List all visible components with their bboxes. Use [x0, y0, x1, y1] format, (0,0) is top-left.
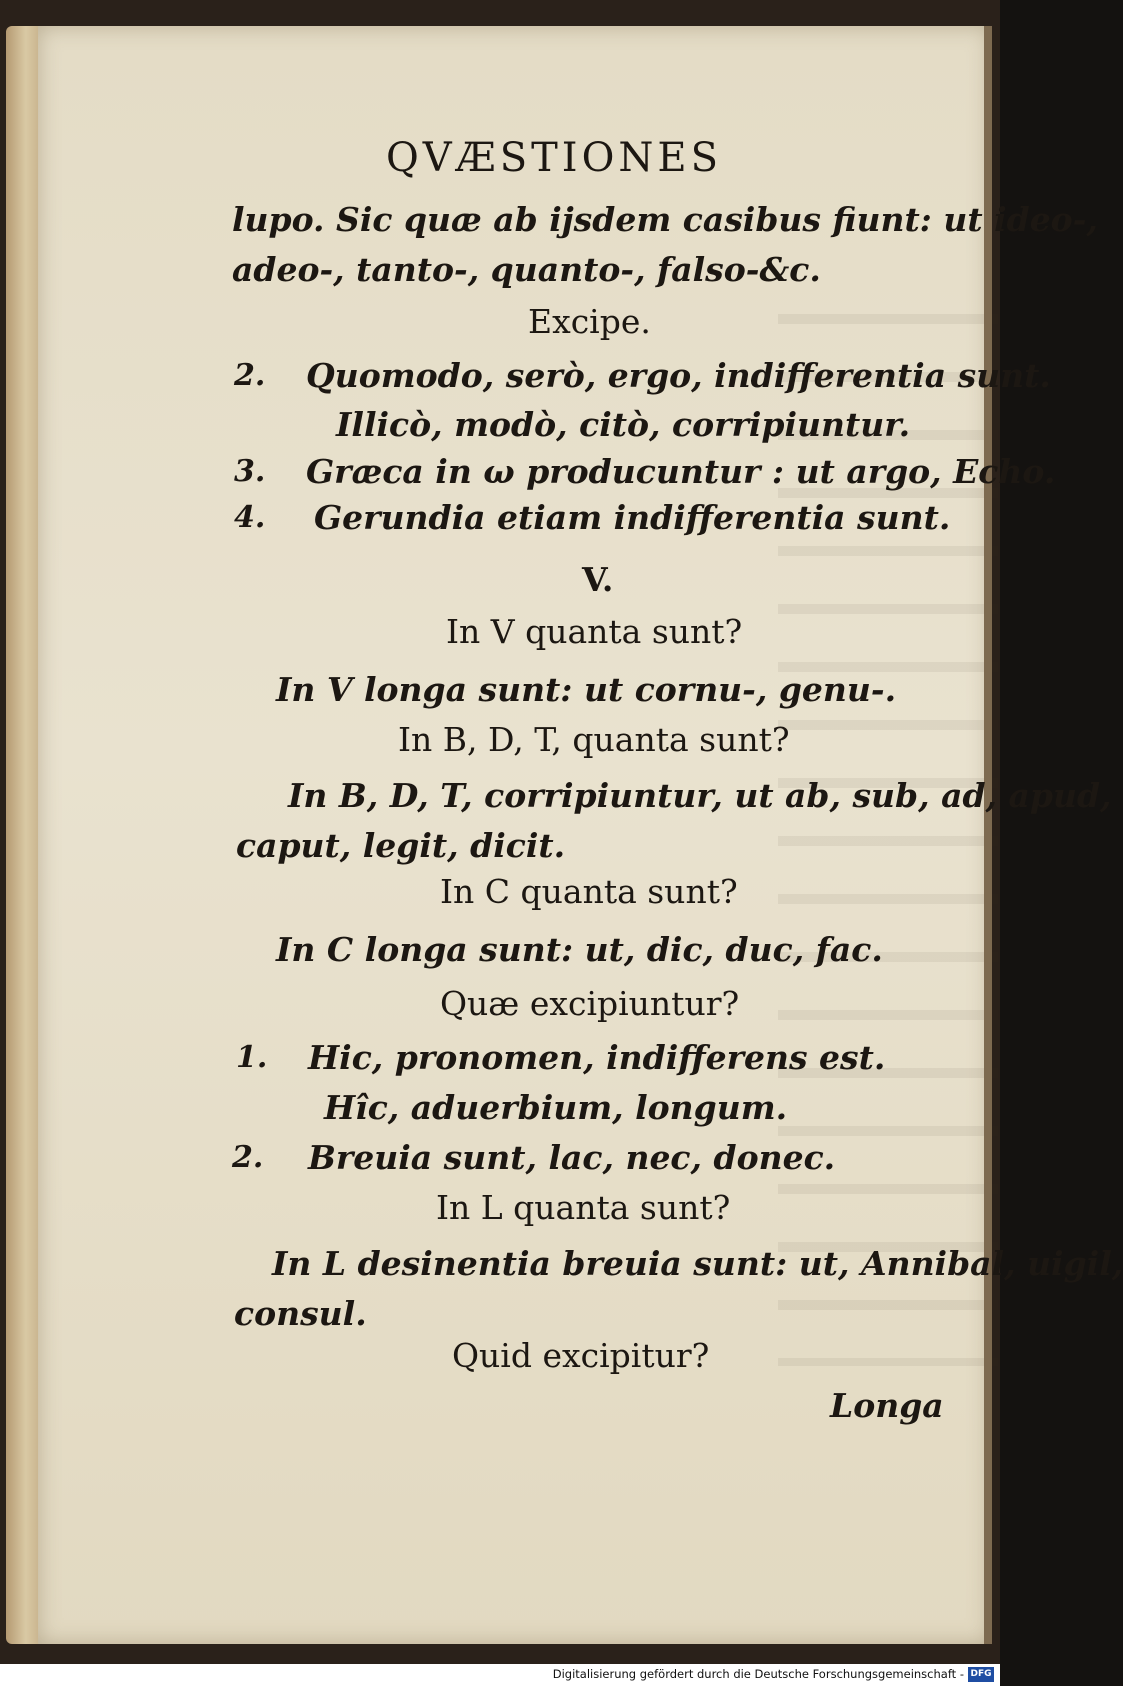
question-line: In C quanta sunt? [440, 872, 738, 911]
text-line: adeo-, tanto-, quanto-, falso-&c. [232, 250, 821, 289]
page-fore-edge [984, 26, 992, 1644]
text-line: Gerundia etiam indifferentia sunt. [314, 498, 951, 537]
answer-line: In V longa sunt: ut cornu-, genu-. [276, 670, 897, 709]
text-line: Hic, pronomen, indifferens est. [308, 1038, 886, 1077]
dfg-logo-icon: DFG [968, 1667, 994, 1682]
footer-credit: Digitalisierung gefördert durch die Deutsche Forschungsgemeinschaft - [552, 1667, 964, 1681]
question-line: In L quanta sunt? [436, 1188, 731, 1227]
answer-line: In B, D, T, corripiuntur, ut ab, sub, ad, apud, [288, 776, 1112, 815]
section-heading: Excipe. [528, 302, 651, 341]
text-line: Breuia sunt, lac, nec, donec. [308, 1138, 836, 1177]
item-number: 1. [236, 1040, 268, 1075]
text-line: Illicò, modò, citò, corripiuntur. [336, 405, 911, 444]
section-heading: V. [582, 560, 614, 599]
item-number: 2. [234, 358, 266, 393]
answer-line: consul. [234, 1294, 367, 1333]
text-line: Græca in ω producuntur : ut argo, Echo. [306, 452, 1056, 491]
running-title: QVÆSTIONES [386, 135, 722, 181]
item-number: 4. [234, 500, 266, 535]
text-line: Hîc, aduerbium, longum. [324, 1088, 788, 1127]
item-number: 3. [234, 454, 266, 489]
answer-line: In L desinentia breuia sunt: ut, Annibal, uigil, [272, 1244, 1123, 1283]
digitization-footer [0, 1664, 1000, 1686]
answer-line: caput, legit, dicit. [236, 826, 566, 865]
question-line: Quid excipitur? [452, 1336, 710, 1375]
question-line: In V quanta sunt? [446, 612, 743, 651]
text-line: Quomodo, serò, ergo, indifferentia sunt. [306, 356, 1051, 395]
question-line: In B, D, T, quanta sunt? [398, 720, 790, 759]
catchword: Longa [830, 1386, 944, 1425]
question-line: Quæ excipiuntur? [440, 984, 740, 1023]
answer-line: In C longa sunt: ut, dic, duc, fac. [276, 930, 883, 969]
book-spine [6, 26, 42, 1644]
text-line: lupo. Sic quæ ab ijsdem casibus fiunt: ut ideo-, [232, 200, 1098, 239]
item-number: 2. [232, 1140, 264, 1175]
